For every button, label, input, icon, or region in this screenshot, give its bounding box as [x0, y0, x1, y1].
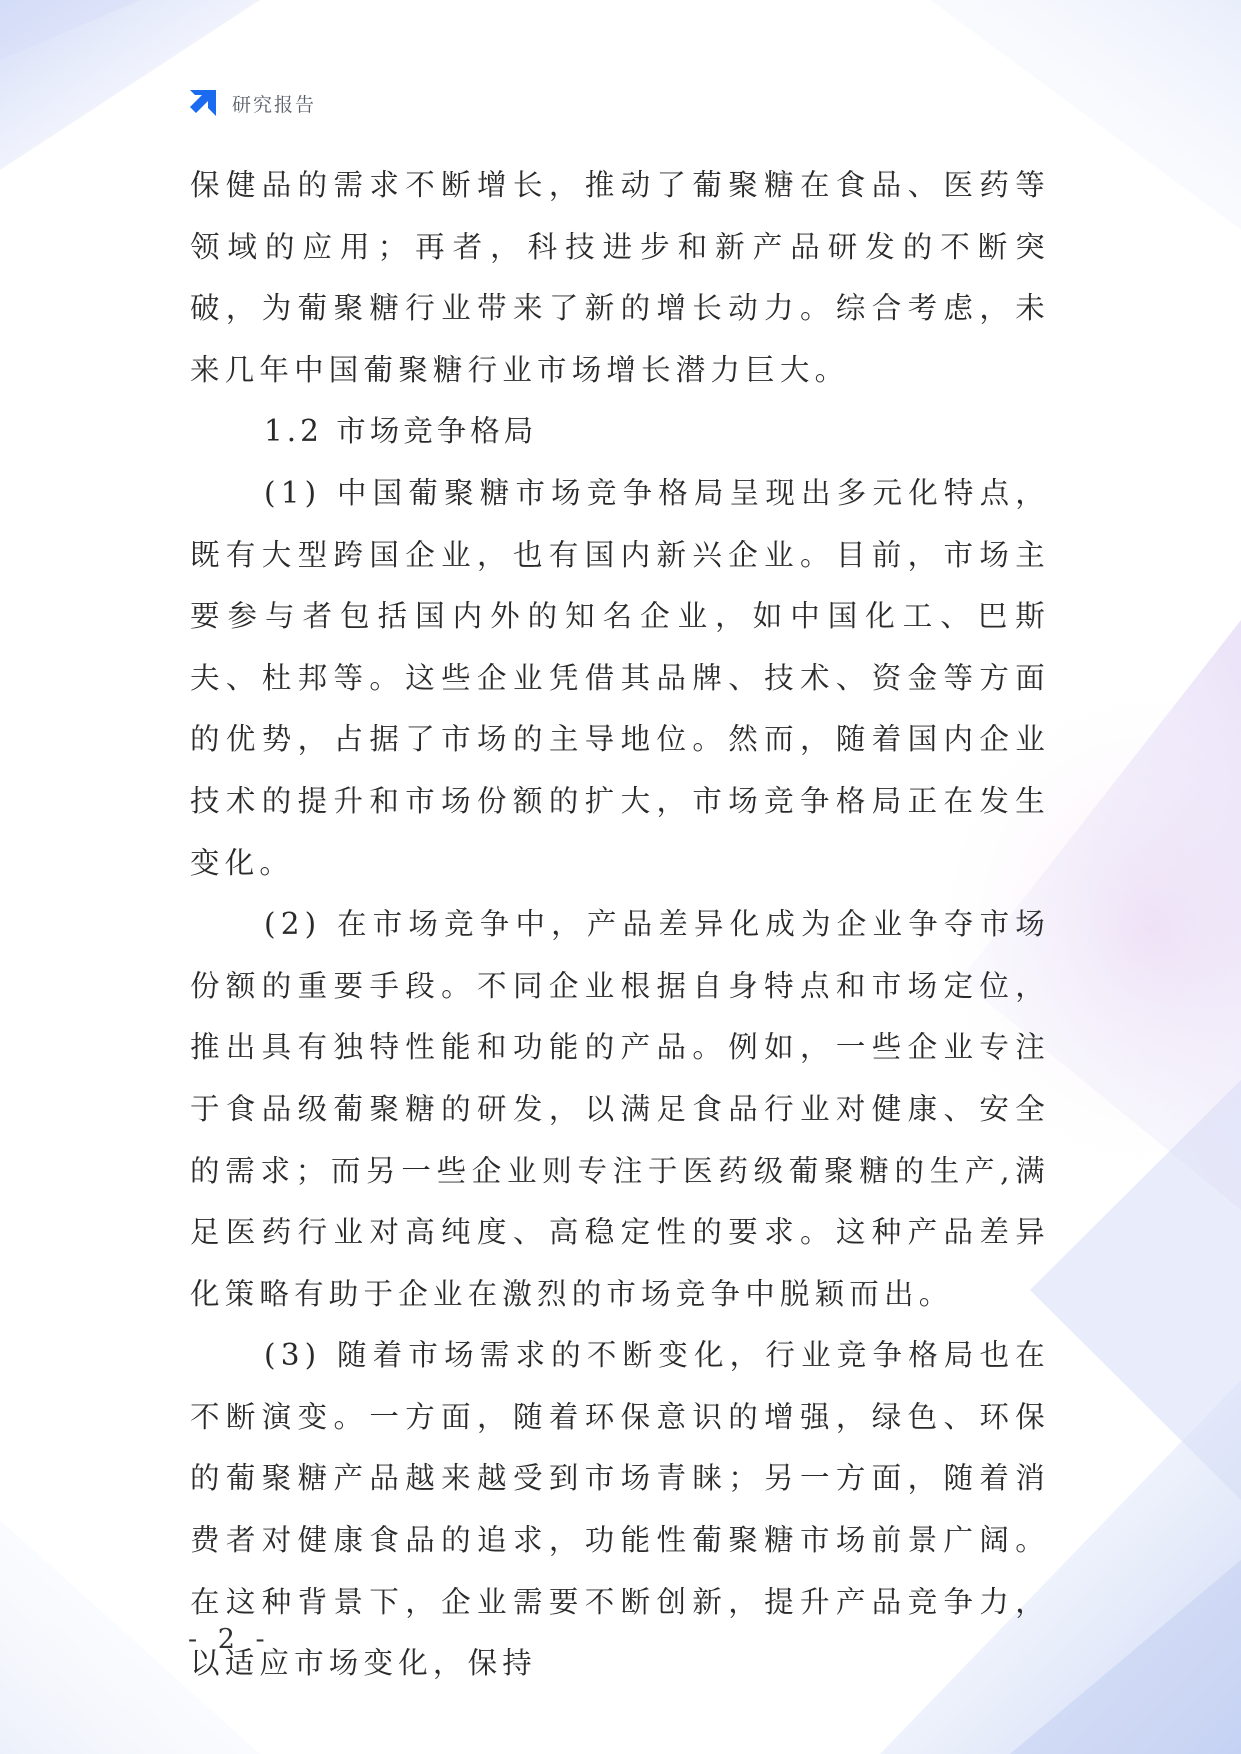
header-title: 研究报告 [232, 93, 317, 116]
report-header [186, 86, 316, 120]
section-heading: 1.2 市场竞争格局 [264, 414, 538, 449]
paragraph-continuation: 保健品的需求不断增长，推动了葡聚糖在食品、医药等领域的应用；再者，科技进步和新产品研发的不断突破，为葡聚糖行业带来了新的增长动力。综合考虑，未来几年中国葡聚糖行业市场增长潜力巨大。 [190, 168, 1050, 387]
report-body [190, 155, 1050, 1695]
paragraph-3: (3) 随着市场需求的不断变化，行业竞争格局也在不断演变。一方面，随着环保意识的增强，绿色、环保的葡聚糖产品越来越受到市场青睐；另一方面，随着消费者对健康食品的追求，功能性葡聚糖市场前景广阔。在这种背景下，企业需要不断创新，提升产品竞争力，以适应市场变化，保持 [190, 1338, 1050, 1681]
arrow-up-right-icon [186, 86, 220, 120]
page-number: - 2 - [188, 1624, 271, 1655]
paragraph-1: (1) 中国葡聚糖市场竞争格局呈现出多元化特点，既有大型跨国企业，也有国内新兴企业。目前，市场主要参与者包括国内外的知名企业，如中国化工、巴斯夫、杜邦等。这些企业凭借其品牌、技术、资金等方面的优势，占据了市场的主导地位。然而，随着国内企业技术的提升和市场份额的扩大，市场竞争格局正在发生变化。 [190, 475, 1050, 880]
paragraph-2: (2) 在市场竞争中，产品差异化成为企业争夺市场份额的重要手段。不同企业根据自身特点和市场定位，推出具有独特性能和功能的产品。例如，一些企业专注于食品级葡聚糖的研发，以满足食品行业对健康、安全的需求；而另一些企业则专注于医药级葡聚糖的生产,满足医药行业对高纯度、高稳定性的要求。这种产品差异化策略有助于企业在激烈的市场竞争中脱颖而出。 [190, 907, 1050, 1311]
